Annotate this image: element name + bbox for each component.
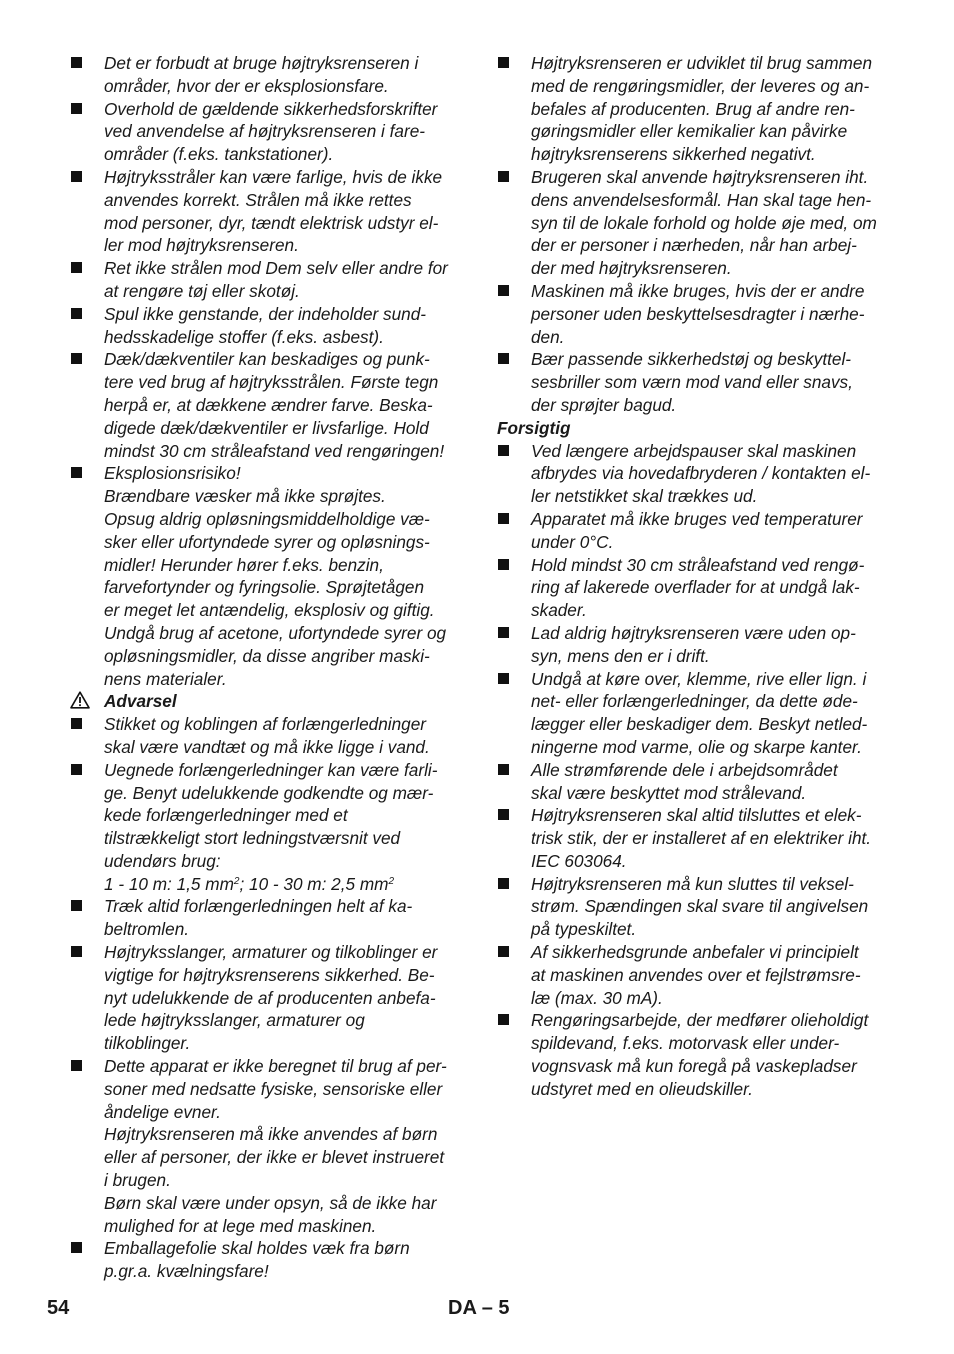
item-line: Dette apparat er ikke beregnet til brug af per- (104, 1056, 447, 1077)
square-bullet-icon (498, 285, 509, 296)
spec-part2: ; 10 - 30 m: 2,5 mm (239, 873, 389, 894)
item-line: Apparatet må ikke bruges ved temperaturer (531, 508, 863, 529)
list-item (497, 440, 889, 508)
warning-heading (70, 690, 462, 713)
list-item (70, 1055, 462, 1237)
item-line: trisk stik, der er installeret af en elektriker iht. (531, 828, 872, 849)
caution-items (497, 440, 889, 1101)
item-line: skader. (531, 600, 587, 621)
list-item (497, 759, 889, 805)
item-line: mod personer, dyr, tændt elektrisk udstyr el- (104, 212, 439, 233)
list-item (70, 166, 462, 257)
square-bullet-icon (71, 1060, 82, 1071)
item-line: Lad aldrig højtryksrenseren være uden op- (531, 622, 856, 643)
item-line: mindst 30 cm stråleafstand ved rengøringen! (104, 440, 445, 461)
item-line: højtryksrenserens sikkerhed negativt. (531, 144, 816, 165)
item-line: ring af lakerede overflader for at undgå lak- (531, 577, 860, 598)
list-item (70, 462, 462, 690)
item-line: Højtryksrenseren må ikke anvendes af børn (104, 1124, 438, 1145)
item-line: net- eller forlængerledninger, da dette øde- (531, 691, 858, 712)
item-line: sesbriller som værn mod vand eller snavs, (531, 372, 853, 393)
square-bullet-icon (71, 946, 82, 957)
item-line: Det er forbudt at bruge højtryksrenseren i (104, 53, 419, 73)
square-bullet-icon (498, 171, 509, 182)
list-item (497, 554, 889, 622)
item-line: under 0°C. (531, 531, 614, 552)
item-line: vigtige for højtryksrenserens sikkerhed. Be- (104, 964, 435, 985)
list-item (497, 873, 889, 941)
square-bullet-icon (71, 467, 82, 478)
item-line: nyt udelukkende de af producenten anbefa- (104, 987, 436, 1008)
item-line: farvefortynder og fyringsolie. Sprøjtetågen (104, 577, 425, 598)
right-items (497, 52, 889, 417)
item-line: dens anvendelsesformål. Han skal tage hen- (531, 189, 872, 210)
item-line: Af sikkerhedsgrunde anbefaler vi principielt (531, 942, 859, 963)
item-line: Undgå at køre over, klemme, rive eller lign. i (531, 668, 867, 689)
item-line: i brugen. (104, 1170, 171, 1191)
item-line: tilstrækkeligt stort ledningstværsnit ved (104, 828, 401, 849)
item-line: anvendes korrekt. Strålen må ikke rettes (104, 189, 412, 210)
list-item (70, 1237, 462, 1283)
item-line: Ret ikke strålen mod Dem selv eller andre for (104, 258, 448, 279)
square-bullet-icon (498, 673, 509, 684)
item-line: områder (f.eks. tankstationer). (104, 144, 334, 165)
item-line: ler mod højtryksrenseren. (104, 235, 299, 256)
spec-sup1: 2 (233, 875, 240, 887)
square-bullet-icon (498, 627, 509, 638)
item-line: digede dæk/dækventiler er livsfarlige. Hold (104, 417, 429, 438)
item-line: nens materialer. (104, 668, 227, 689)
item-line: Rengøringsarbejde, der medfører olieholdigt (531, 1010, 869, 1031)
list-item (70, 713, 462, 759)
square-bullet-icon (71, 353, 82, 364)
item-line: udendørs brug: (104, 850, 221, 871)
square-bullet-icon (498, 445, 509, 456)
item-line: Alle strømførende dele i arbejdsområdet (531, 759, 838, 780)
item-line: Uegnede forlængerledninger kan være farli- (104, 759, 438, 780)
square-bullet-icon (71, 103, 82, 114)
list-item (70, 52, 462, 98)
item-line: Spul ikke genstande, der indeholder sund- (104, 303, 427, 324)
square-bullet-icon (71, 308, 82, 319)
square-bullet-icon (71, 262, 82, 273)
list-item (497, 941, 889, 1009)
cable-spec-line (104, 873, 462, 896)
list-item (70, 257, 462, 303)
list-item (497, 804, 889, 872)
item-line: mulighed for at lege med maskinen. (104, 1215, 377, 1236)
item-line: beltromlen. (104, 919, 190, 940)
square-bullet-icon (498, 1014, 509, 1025)
item-line: udstyret med en olieudskiller. (531, 1078, 753, 1099)
item-line: strøm. Spændingen skal svare til angivelsen (531, 896, 869, 917)
item-line: Træk altid forlængerledningen helt af ka- (104, 896, 413, 917)
item-line: med de rengøringsmidler, der leveres og an- (531, 75, 870, 96)
item-line: soner med nedsatte fysiske, sensoriske eller (104, 1078, 443, 1099)
item-line: der er personer i nærheden, når han arbej- (531, 235, 857, 256)
item-line: hedsskadelige stoffer (f.eks. asbest). (104, 326, 384, 347)
item-line: ningerne mod varme, olie og skarpe kanter. (531, 736, 862, 757)
item-line: spildevand, f.eks. motorvask eller under- (531, 1033, 840, 1054)
spec-part1: 1 - 10 m: 1,5 mm (104, 873, 234, 894)
spec-sup2: 2 (388, 875, 395, 887)
list-item (70, 303, 462, 349)
item-line: Hold mindst 30 cm stråleafstand ved rengø- (531, 554, 865, 575)
item-line: den. (531, 326, 565, 347)
item-line: vognsvask må kun foregå på vaskepladser (531, 1056, 857, 1077)
square-bullet-icon (498, 946, 509, 957)
item-line: Brændbare væsker må ikke sprøjtes. (104, 486, 386, 507)
item-line: Højtryksrenseren er udviklet til brug sammen (531, 53, 872, 73)
square-bullet-icon (71, 1242, 82, 1253)
item-line: der sprøjter bagud. (531, 394, 677, 415)
list-item (70, 759, 462, 896)
item-line: ler netstikket skal trækkes ud. (531, 486, 758, 507)
square-bullet-icon (71, 718, 82, 729)
square-bullet-icon (71, 57, 82, 68)
list-item (497, 280, 889, 348)
item-line: personer uden beskyttelsesdragter i nærhe- (531, 303, 865, 324)
item-line: Opsug aldrig opløsningsmiddelholdige væ- (104, 508, 430, 529)
caution-heading: Forsigtig (497, 417, 571, 438)
item-line: Højtryksslanger, armaturer og tilkoblinger er (104, 942, 438, 963)
item-line: sker eller ufortyndede syrer og opløsnings- (104, 531, 430, 552)
list-item (70, 348, 462, 462)
item-line: Højtryksrenseren skal altid tilsluttes et elek- (531, 805, 862, 826)
item-line: Emballagefolie skal holdes væk fra børn (104, 1238, 410, 1259)
warning-heading-text: Advarsel (104, 691, 177, 712)
item-line: der med højtryksrenseren. (531, 258, 732, 279)
square-bullet-icon (498, 57, 509, 68)
item-line: tilkoblinger. (104, 1033, 191, 1054)
item-line: områder, hvor der er eksplosionsfare. (104, 75, 389, 96)
item-line: kede forlængerledninger med et (104, 805, 348, 826)
item-line: midler! Herunder hører f.eks. benzin, (104, 554, 384, 575)
square-bullet-icon (71, 900, 82, 911)
list-item (497, 166, 889, 280)
item-line: Dæk/dækventiler kan beskadiges og punk- (104, 349, 430, 370)
item-line: Stikket og koblingen af forlængerledninger (104, 714, 426, 735)
item-line: lægger eller beskadiger dem. Beskyt netled- (531, 714, 868, 735)
square-bullet-icon (498, 513, 509, 524)
square-bullet-icon (498, 809, 509, 820)
item-line: Børn skal være under opsyn, så de ikke har (104, 1192, 437, 1213)
section-code: DA – 5 (448, 1297, 510, 1319)
list-item (70, 941, 462, 1055)
item-line: Undgå brug af acetone, ufortyndede syrer og (104, 622, 447, 643)
right-column (497, 52, 889, 1101)
list-item (497, 668, 889, 759)
item-line: herpå er, at dækkene ændrer farve. Beska- (104, 394, 433, 415)
item-line: åndelige evner. (104, 1101, 221, 1122)
list-item (497, 348, 889, 416)
item-line: befales af producenten. Brug af andre ren- (531, 98, 855, 119)
item-line: er meget let antændelig, eksplosiv og giftig. (104, 600, 435, 621)
item-line: syn til de lokale forhold og holde øje med, om (531, 212, 877, 233)
item-line: IEC 603064. (531, 850, 627, 871)
warning-triangle-icon (70, 691, 90, 709)
list-item (497, 622, 889, 668)
item-line: at rengøre tøj eller skotøj. (104, 280, 300, 301)
item-line: at maskinen anvendes over et fejlstrømsre- (531, 964, 861, 985)
left-items (70, 52, 462, 690)
item-line: Maskinen må ikke bruges, hvis der er andre (531, 280, 865, 301)
list-item (497, 1009, 889, 1100)
square-bullet-icon (71, 171, 82, 182)
item-line: Ved længere arbejdspauser skal maskinen (531, 440, 857, 461)
item-line: gøringsmidler eller kemikalier kan påvirke (531, 121, 848, 142)
item-line: Overhold de gældende sikkerhedsforskrifter (104, 98, 438, 119)
list-item (70, 895, 462, 941)
item-line: syn, mens den er i drift. (531, 645, 710, 666)
item-line: lede højtryksslanger, armaturer og (104, 1010, 365, 1031)
warning-items (70, 713, 462, 1283)
list-item (497, 508, 889, 554)
item-line: opløsningsmidler, da disse angriber maski- (104, 645, 430, 666)
item-line: p.gr.a. kvælningsfare! (104, 1261, 269, 1282)
item-line: eller af personer, der ikke er blevet instrueret (104, 1147, 445, 1168)
list-item (497, 52, 889, 166)
item-line: Højtryksstråler kan være farlige, hvis de ikke (104, 166, 443, 187)
square-bullet-icon (498, 764, 509, 775)
square-bullet-icon (498, 559, 509, 570)
item-line: Eksplosionsrisiko! (104, 463, 241, 484)
left-column (70, 52, 462, 1283)
item-line: på typeskiltet. (531, 919, 637, 940)
item-line: Brugeren skal anvende højtryksrenseren iht. (531, 166, 869, 187)
item-line: ge. Benyt udelukkende godkendte og mær- (104, 782, 434, 803)
item-line: skal være beskyttet mod strålevand. (531, 782, 807, 803)
item-line: ved anvendelse af højtryksrenseren i fare- (104, 121, 425, 142)
list-item (70, 98, 462, 166)
item-line: læ (max. 30 mA). (531, 987, 663, 1008)
item-line: tere ved brug af højtryksstrålen. Første tegn (104, 372, 439, 393)
page-number: 54 (47, 1297, 70, 1319)
item-line: skal være vandtæt og må ikke ligge i vand. (104, 736, 430, 757)
square-bullet-icon (498, 878, 509, 889)
square-bullet-icon (498, 353, 509, 364)
item-line: Bær passende sikkerhedstøj og beskyttel- (531, 349, 852, 370)
item-line: afbrydes via hovedafbryderen / kontakten el- (531, 463, 871, 484)
square-bullet-icon (71, 764, 82, 775)
item-line: Højtryksrenseren må kun sluttes til veksel- (531, 873, 854, 894)
